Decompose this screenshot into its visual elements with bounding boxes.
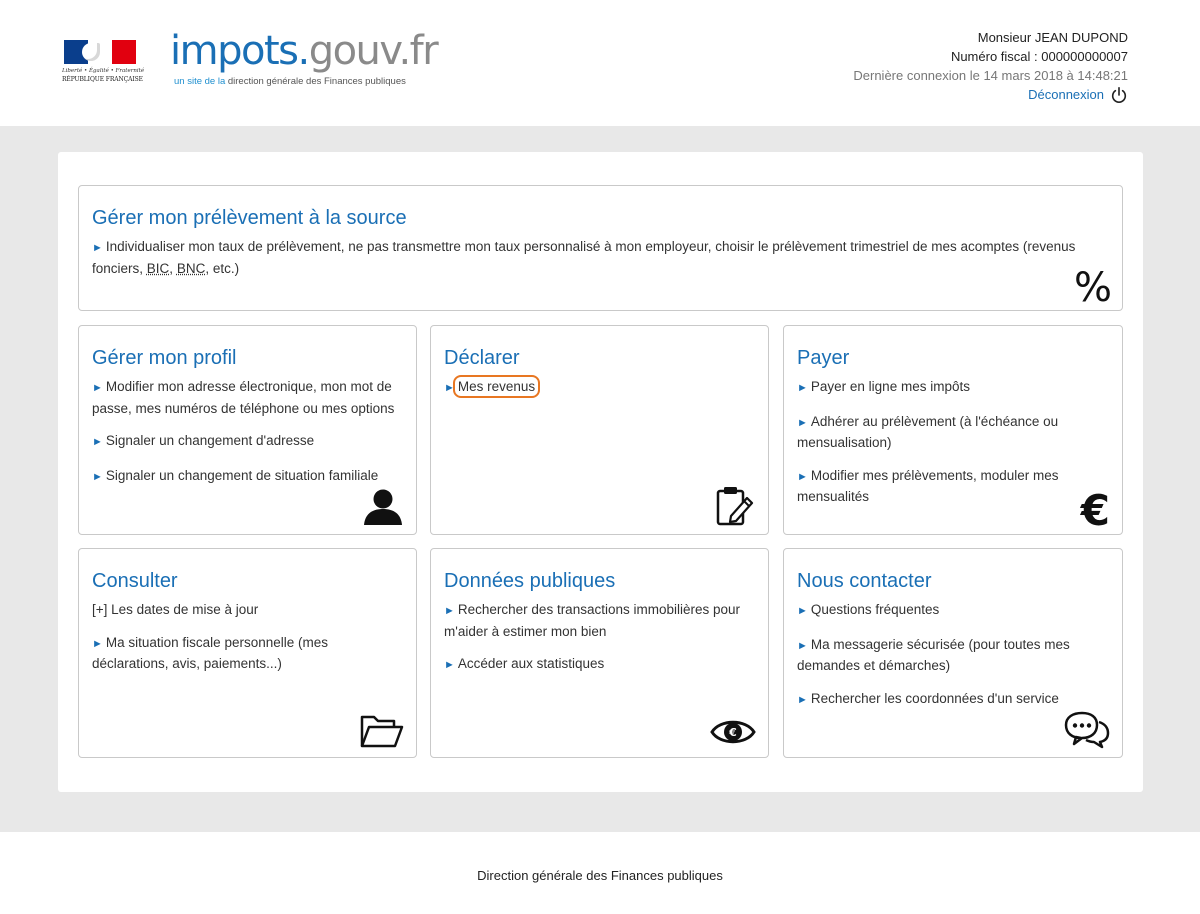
arrow-icon: ► bbox=[444, 605, 455, 617]
percent-icon: % bbox=[1073, 265, 1112, 311]
fiscal-number: Numéro fiscal : 000000000007 bbox=[950, 49, 1128, 64]
tagline-prefix: un site de la bbox=[174, 76, 228, 87]
item-text: Ma messagerie sécurisée (pour toutes mes demandes et démarches) bbox=[797, 636, 1070, 673]
site-header bbox=[0, 0, 1200, 126]
arrow-icon: ► bbox=[797, 470, 808, 483]
item-text: Payer en ligne mes impôts bbox=[810, 379, 970, 394]
arrow-icon: ► bbox=[797, 693, 808, 706]
item-text: Adhérer au prélèvement (à l'échéance ou mensualisation) bbox=[797, 413, 1059, 450]
item-text: Rechercher des transactions immobilières pour m'aider à estimer mon bien bbox=[444, 602, 741, 639]
arrow-icon: ► bbox=[797, 416, 808, 429]
logo-part-impots: impots. bbox=[170, 28, 309, 74]
card-declarer[interactable] bbox=[430, 325, 769, 535]
footer-text: Direction générale des Finances publiques bbox=[477, 868, 723, 883]
abbr-bic: BIC bbox=[146, 260, 170, 276]
card-title[interactable]: Données publiques bbox=[444, 570, 616, 592]
card-gerer-profil[interactable] bbox=[78, 325, 417, 535]
arrow-icon: ► bbox=[92, 436, 103, 448]
card-title[interactable]: Consulter bbox=[92, 570, 178, 592]
link-modifier-prelevements[interactable] bbox=[797, 466, 1109, 507]
item-text: Rechercher les coordonnées d'un service bbox=[810, 690, 1059, 706]
link-changement-situation[interactable] bbox=[92, 466, 403, 488]
impots-gouv-logo[interactable] bbox=[170, 28, 438, 87]
arrow-icon: ► bbox=[92, 382, 103, 394]
link-individualiser-taux[interactable] bbox=[92, 237, 1109, 278]
link-messagerie-securisee[interactable] bbox=[797, 635, 1109, 676]
item-text: Questions fréquentes bbox=[810, 602, 940, 617]
folder-open-icon bbox=[360, 713, 404, 749]
user-info bbox=[853, 28, 1128, 104]
item-text: Signaler un changement de situation familiale bbox=[105, 467, 379, 483]
arrow-icon: ► bbox=[92, 470, 103, 483]
republic-name: RÉPUBLIQUE FRANÇAISE bbox=[62, 76, 143, 83]
link-adherer-prelevement[interactable] bbox=[797, 412, 1109, 453]
user-name: Monsieur JEAN DUPOND bbox=[977, 30, 1128, 45]
arrow-icon: ► bbox=[92, 637, 103, 650]
card-nous-contacter[interactable] bbox=[783, 548, 1123, 758]
chat-bubbles-icon bbox=[1064, 711, 1110, 749]
card-prelevement-source[interactable] bbox=[78, 185, 1123, 311]
logout-link[interactable] bbox=[1028, 85, 1128, 104]
logo-wordmark bbox=[170, 28, 437, 74]
content-band bbox=[0, 126, 1200, 832]
card-payer[interactable] bbox=[783, 325, 1123, 535]
link-situation-fiscale[interactable] bbox=[92, 633, 403, 674]
card-title[interactable]: Gérer mon prélèvement à la source bbox=[92, 207, 407, 229]
last-connection: Dernière connexion le 14 mars 2018 à 14:48:21 bbox=[853, 68, 1128, 83]
republique-francaise-logo[interactable] bbox=[62, 38, 145, 88]
logo-tagline bbox=[174, 76, 406, 87]
link-changement-adresse[interactable] bbox=[92, 431, 403, 453]
card-donnees-publiques[interactable] bbox=[430, 548, 769, 758]
link-transactions-immobilieres[interactable] bbox=[444, 600, 755, 641]
item-text: Modifier mes prélèvements, moduler mes mensualités bbox=[797, 467, 1059, 504]
arrow-icon: ► bbox=[797, 605, 808, 617]
site-footer bbox=[0, 832, 1200, 914]
arrow-icon: ► bbox=[797, 382, 808, 394]
power-icon bbox=[1110, 86, 1128, 104]
marianne-flag-icon bbox=[64, 40, 136, 64]
item-text: [+] Les dates de mise à jour bbox=[92, 602, 259, 617]
tagline-dgfip: direction générale des Finances publiques bbox=[227, 76, 406, 87]
card-title[interactable]: Gérer mon profil bbox=[92, 347, 237, 369]
logout-label: Déconnexion bbox=[1028, 87, 1104, 102]
link-coordonnees-service[interactable] bbox=[797, 689, 1109, 711]
link-questions-frequentes[interactable] bbox=[797, 600, 1109, 622]
mes-revenus-highlight: Mes revenus bbox=[453, 375, 540, 398]
logo-part-gouv: gouv.fr bbox=[308, 28, 438, 74]
card-consulter[interactable] bbox=[78, 548, 417, 758]
link-statistiques[interactable] bbox=[444, 654, 755, 676]
item-text-end: , etc.) bbox=[205, 260, 240, 276]
svg-text:€: € bbox=[729, 726, 737, 739]
arrow-icon: ► bbox=[444, 659, 455, 671]
card-title[interactable]: Déclarer bbox=[444, 347, 520, 369]
abbr-bnc: BNC bbox=[176, 260, 206, 276]
item-text: Individualiser mon taux de prélèvement, ne pas transmettre mon taux personnalisé à mon employeur, choisir le prélèvement trimestriel de mes acomptes (revenus fonciers, bbox=[92, 239, 1076, 276]
link-modifier-profil[interactable] bbox=[92, 377, 403, 418]
arrow-icon: ► bbox=[92, 242, 103, 254]
item-text: Modifier mon adresse électronique, mon mot de passe, mes numéros de téléphone ou mes options bbox=[92, 379, 395, 416]
arrow-icon: ► bbox=[797, 639, 808, 652]
arrow-icon: ► bbox=[444, 382, 455, 394]
euro-icon: € bbox=[1080, 486, 1110, 535]
item-text: Signaler un changement d'adresse bbox=[105, 433, 315, 448]
item-text: Accéder aux statistiques bbox=[457, 656, 605, 671]
link-mes-revenus[interactable] bbox=[444, 377, 755, 399]
user-icon bbox=[362, 488, 404, 526]
services-panel bbox=[58, 152, 1143, 792]
republic-motto: Liberté • Égalité • Fraternité bbox=[62, 68, 145, 74]
card-title[interactable]: Nous contacter bbox=[797, 570, 932, 592]
eye-euro-icon bbox=[710, 715, 756, 749]
link-dates-mise-a-jour[interactable] bbox=[92, 600, 403, 620]
item-text: Ma situation fiscale personnelle (mes déclarations, avis, paiements...) bbox=[92, 634, 328, 671]
card-title[interactable]: Payer bbox=[797, 347, 850, 369]
clipboard-edit-icon bbox=[714, 486, 756, 526]
link-payer-en-ligne[interactable] bbox=[797, 377, 1109, 399]
item-text-sep: , bbox=[169, 260, 177, 276]
